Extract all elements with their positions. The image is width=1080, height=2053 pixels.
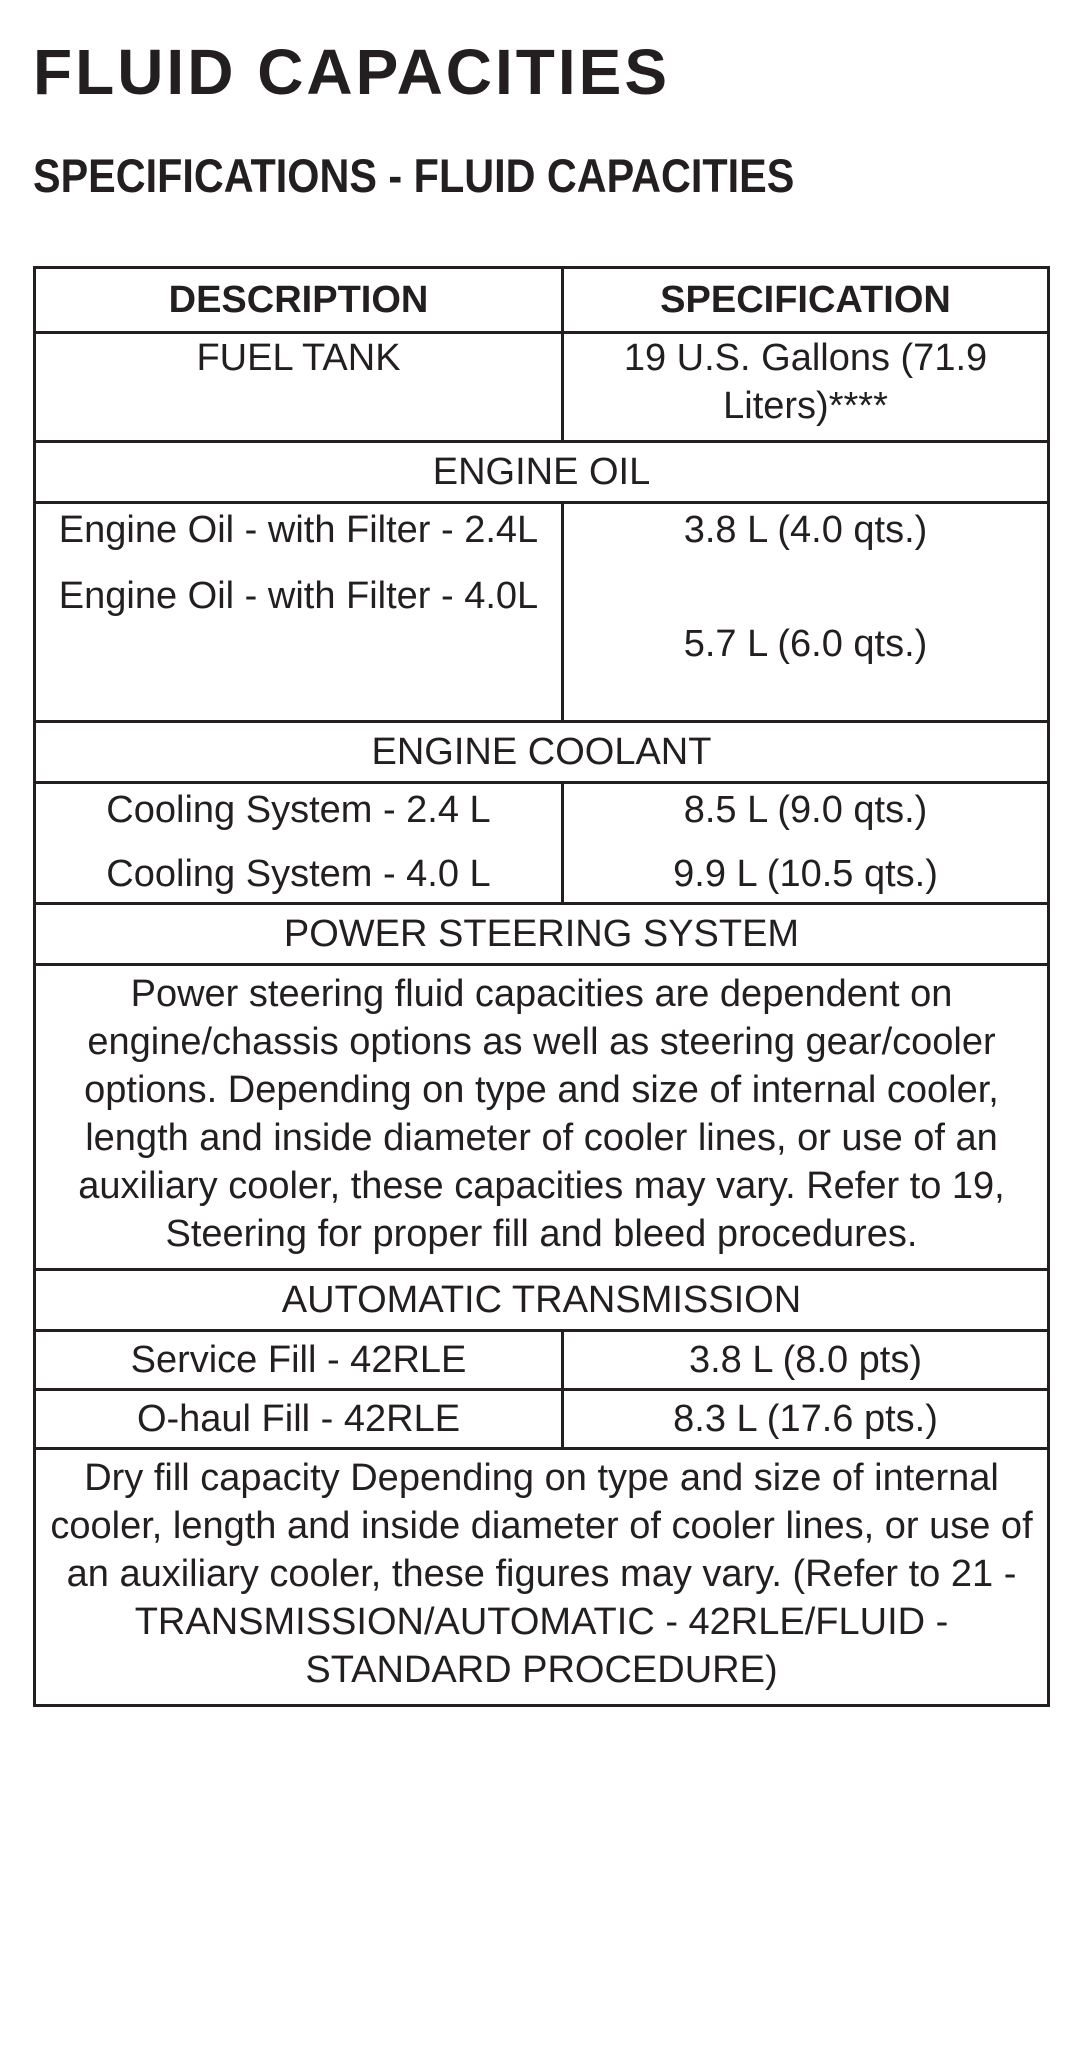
fuel-tank-description: FUEL TANK bbox=[35, 333, 563, 442]
coolant-specifications bbox=[563, 783, 1049, 904]
column-header-description: DESCRIPTION bbox=[35, 268, 563, 333]
engine-oil-spec-4-0l: 5.7 L (6.0 qts.) bbox=[683, 623, 928, 665]
group-row-power-steering bbox=[35, 904, 1049, 965]
group-row-automatic-transmission bbox=[35, 1270, 1049, 1331]
coolant-spec-2-4l: 8.5 L (9.0 qts.) bbox=[683, 789, 928, 831]
engine-oil-description-4-0l: Engine Oil - with Filter - 4.0L bbox=[58, 575, 539, 617]
engine-oil-spec-2-4l: 3.8 L (4.0 qts.) bbox=[683, 509, 928, 551]
ohaul-fill-description: O-haul Fill - 42RLE bbox=[35, 1390, 563, 1449]
service-fill-description: Service Fill - 42RLE bbox=[35, 1331, 563, 1390]
group-label-engine-coolant: ENGINE COOLANT bbox=[35, 722, 1049, 783]
table-row bbox=[35, 1331, 1049, 1390]
table-row bbox=[35, 1449, 1049, 1706]
group-label-power-steering: POWER STEERING SYSTEM bbox=[35, 904, 1049, 965]
table-row bbox=[35, 1390, 1049, 1449]
table-row bbox=[35, 503, 1049, 722]
group-label-engine-oil: ENGINE OIL bbox=[35, 442, 1049, 503]
table-row bbox=[35, 333, 1049, 442]
fluid-capacities-table bbox=[33, 266, 1050, 1707]
power-steering-note: Power steering fluid capacities are dependent on engine/chassis options as well as steering gear/cooler options. Depending on type and size of internal cooler, length and inside diameter of cooler lines, or use of an auxiliary cooler, these capacities may vary. Refer to 19, Steering for proper fill and bleed procedures. bbox=[35, 965, 1049, 1270]
column-header-specification: SPECIFICATION bbox=[563, 268, 1049, 333]
coolant-spec-4-0l: 9.9 L (10.5 qts.) bbox=[673, 853, 938, 895]
section-heading: SPECIFICATIONS - FLUID CAPACITIES bbox=[33, 149, 795, 202]
fuel-tank-specification: 19 U.S. Gallons (71.9 Liters)**** bbox=[563, 333, 1049, 442]
coolant-descriptions bbox=[35, 783, 563, 904]
table-row bbox=[35, 783, 1049, 904]
group-row-engine-oil bbox=[35, 442, 1049, 503]
service-fill-specification: 3.8 L (8.0 pts) bbox=[563, 1331, 1049, 1390]
engine-oil-descriptions bbox=[35, 503, 563, 722]
table-header-row bbox=[35, 268, 1049, 333]
coolant-description-2-4l: Cooling System - 2.4 L bbox=[106, 789, 491, 831]
ohaul-fill-specification: 8.3 L (17.6 pts.) bbox=[563, 1390, 1049, 1449]
page-title: FLUID CAPACITIES bbox=[33, 36, 671, 108]
engine-oil-specifications bbox=[563, 503, 1049, 722]
dry-fill-note: Dry fill capacity Depending on type and size of internal cooler, length and inside diameter of cooler lines, or use of an auxiliary cooler, these figures may vary. (Refer to 21 - TRANSMISSION/AUTOMATIC - 42RLE/FLUID - STANDARD PROCEDURE) bbox=[35, 1449, 1049, 1706]
group-row-engine-coolant bbox=[35, 722, 1049, 783]
table-row bbox=[35, 965, 1049, 1270]
engine-oil-description-2-4l: Engine Oil - with Filter - 2.4L bbox=[58, 509, 539, 551]
group-label-automatic-transmission: AUTOMATIC TRANSMISSION bbox=[35, 1270, 1049, 1331]
coolant-description-4-0l: Cooling System - 4.0 L bbox=[106, 853, 491, 895]
